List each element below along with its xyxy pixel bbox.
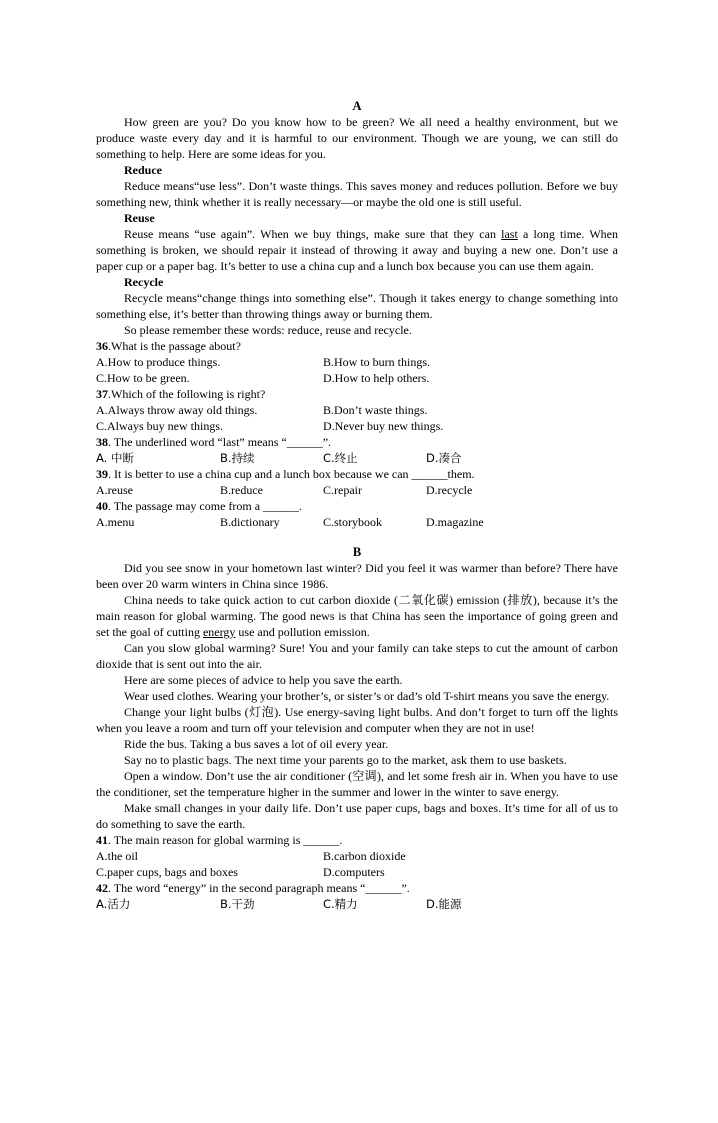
question-number: 40 <box>96 499 108 513</box>
question-38 <box>96 434 618 450</box>
option-c[interactable]: C.How to be green. <box>96 371 190 385</box>
passage-b-p4: Here are some pieces of advice to help you save the earth. <box>124 673 403 687</box>
option-a[interactable]: A.活力 <box>96 897 131 911</box>
question-39 <box>96 466 618 482</box>
closing-paragraph: So please remember these words: reduce, reuse and recycle. <box>124 323 412 337</box>
p2-text-end: use and pollution emission. <box>235 625 370 639</box>
reuse-paragraph <box>96 226 618 274</box>
passage-b-p1: Did you see snow in your hometown last winter? Did you feel it was warmer than before? There have been over 20 warm winters in China since 1986. <box>96 561 618 591</box>
question-42-options <box>96 896 618 912</box>
section-b-title: B <box>352 545 362 559</box>
question-number: 42 <box>96 881 108 895</box>
underlined-word-last: last <box>501 227 518 241</box>
p2-text-start: China needs to take quick action to cut carbon dioxide (二氧化碳) emission (排放), because it’s the main reason for global warming. The good news is that China has seen the importance of going green and set the goal of cutting <box>96 593 618 639</box>
reduce-heading: Reduce <box>124 163 162 177</box>
option-c[interactable]: C.精力 <box>323 897 358 911</box>
option-a[interactable]: A.menu <box>96 515 135 529</box>
option-c[interactable]: C.paper cups, bags and boxes <box>96 865 238 879</box>
question-41-options <box>96 848 618 880</box>
question-number: 39 <box>96 467 108 481</box>
question-40-options <box>96 514 618 530</box>
reuse-text-start: Reuse means “use again”. When we buy things, make sure that they can <box>124 227 502 241</box>
question-40 <box>96 498 618 514</box>
option-a[interactable]: A.How to produce things. <box>96 355 221 369</box>
option-a[interactable]: A.reuse <box>96 483 133 497</box>
passage-b-p6: Change your light bulbs (灯泡). Use energy-saving light bulbs. And don’t forget to turn off the lights when you leave a room and turn off your television and computer when they are not in use! <box>96 705 618 735</box>
question-number: 37 <box>96 387 108 401</box>
option-d[interactable]: D.能源 <box>426 897 462 911</box>
option-d[interactable]: D.凑合 <box>426 451 462 465</box>
option-c[interactable]: C.终止 <box>323 451 358 465</box>
option-c[interactable]: C.storybook <box>323 515 383 529</box>
passage-b-p7: Ride the bus. Taking a bus saves a lot of oil every year. <box>124 737 389 751</box>
question-36-options <box>96 354 618 386</box>
section-gap <box>96 530 618 544</box>
option-b[interactable]: B.持续 <box>220 451 255 465</box>
option-b[interactable]: B.How to burn things. <box>323 355 431 369</box>
passage-b-p10: Make small changes in your daily life. Don’t use paper cups, bags and boxes. It’s time for all of us to do something to save the earth. <box>96 801 618 831</box>
section-a-title: A <box>352 99 362 113</box>
question-38-options <box>96 450 618 466</box>
option-a[interactable]: A.Always throw away old things. <box>96 403 258 417</box>
worksheet <box>96 98 618 912</box>
reduce-paragraph: Reduce means“use less”. Don’t waste things. This saves money and reduces pollution. Before we buy something new, think whether it is really necessary—or maybe the old one is still useful. <box>96 179 618 209</box>
option-b[interactable]: B.Don’t waste things. <box>323 403 428 417</box>
passage-b-p3: Can you slow global warming? Sure! You and your family can take steps to cut the amount of carbon dioxide that is sent out into the air. <box>96 641 618 671</box>
option-b[interactable]: B.carbon dioxide <box>323 849 406 863</box>
passage-b-p9: Open a window. Don’t use the air conditioner (空调), and let some fresh air in. When you have to use the conditioner, set the temperature higher in the summer and lower in the winter to save energy. <box>96 769 618 799</box>
passage-b-p8: Say no to plastic bags. The next time your parents go to the market, ask them to use baskets. <box>124 753 567 767</box>
passage-b-p5: Wear used clothes. Wearing your brother’s, or sister’s or dad’s old T-shirt means you save the energy. <box>124 689 610 703</box>
question-number: 41 <box>96 833 108 847</box>
question-number: 38 <box>96 435 108 449</box>
option-c[interactable]: C.Always buy new things. <box>96 419 223 433</box>
option-b[interactable]: B.干劲 <box>220 897 255 911</box>
recycle-paragraph: Recycle means“change things into something else”. Though it takes energy to change something into something else, it’s better than throwing things away or burning them. <box>96 291 618 321</box>
recycle-heading: Recycle <box>124 275 164 289</box>
question-stem: . The underlined word “last” means “______”. <box>108 435 332 449</box>
option-d[interactable]: D.How to help others. <box>323 371 430 385</box>
option-d[interactable]: D.magazine <box>426 515 484 529</box>
option-c[interactable]: C.repair <box>323 483 362 497</box>
option-b[interactable]: B.dictionary <box>220 515 280 529</box>
option-b[interactable]: B.reduce <box>220 483 263 497</box>
question-stem: . It is better to use a china cup and a lunch box because we can ______them. <box>108 467 475 481</box>
question-36 <box>96 338 618 354</box>
option-a[interactable]: A.the oil <box>96 849 138 863</box>
reuse-heading: Reuse <box>124 211 155 225</box>
question-42 <box>96 880 618 896</box>
question-37 <box>96 386 618 402</box>
underlined-word-energy: energy <box>202 625 236 639</box>
option-d[interactable]: D.computers <box>323 865 385 879</box>
option-d[interactable]: D.Never buy new things. <box>323 419 444 433</box>
question-stem: .Which of the following is right? <box>108 387 266 401</box>
question-number: 36 <box>96 339 108 353</box>
question-37-options <box>96 402 618 434</box>
option-a[interactable]: A. 中断 <box>96 451 134 465</box>
question-41 <box>96 832 618 848</box>
reuse-text-end: a long time. When something is broken, we should repair it instead of throwing it away and buying a new one. Don’t use a paper cup or a paper bag. It’s better to use a china cup and a lunch box because you can use them again. <box>96 227 618 273</box>
question-stem: . The passage may come from a ______. <box>108 499 303 513</box>
question-stem: . The main reason for global warming is ______. <box>108 833 343 847</box>
question-stem: . The word “energy” in the second paragraph means “______”. <box>108 881 410 895</box>
passage-b-p2 <box>96 592 618 640</box>
option-d[interactable]: D.recycle <box>426 483 473 497</box>
passage-a-intro: How green are you? Do you know how to be green? We all need a healthy environment, but we produce waste every day and it is harmful to our environment. Though we are young, we can still do something to help. Here are some ideas for you. <box>96 115 618 161</box>
question-stem: .What is the passage about? <box>108 339 241 353</box>
question-39-options <box>96 482 618 498</box>
